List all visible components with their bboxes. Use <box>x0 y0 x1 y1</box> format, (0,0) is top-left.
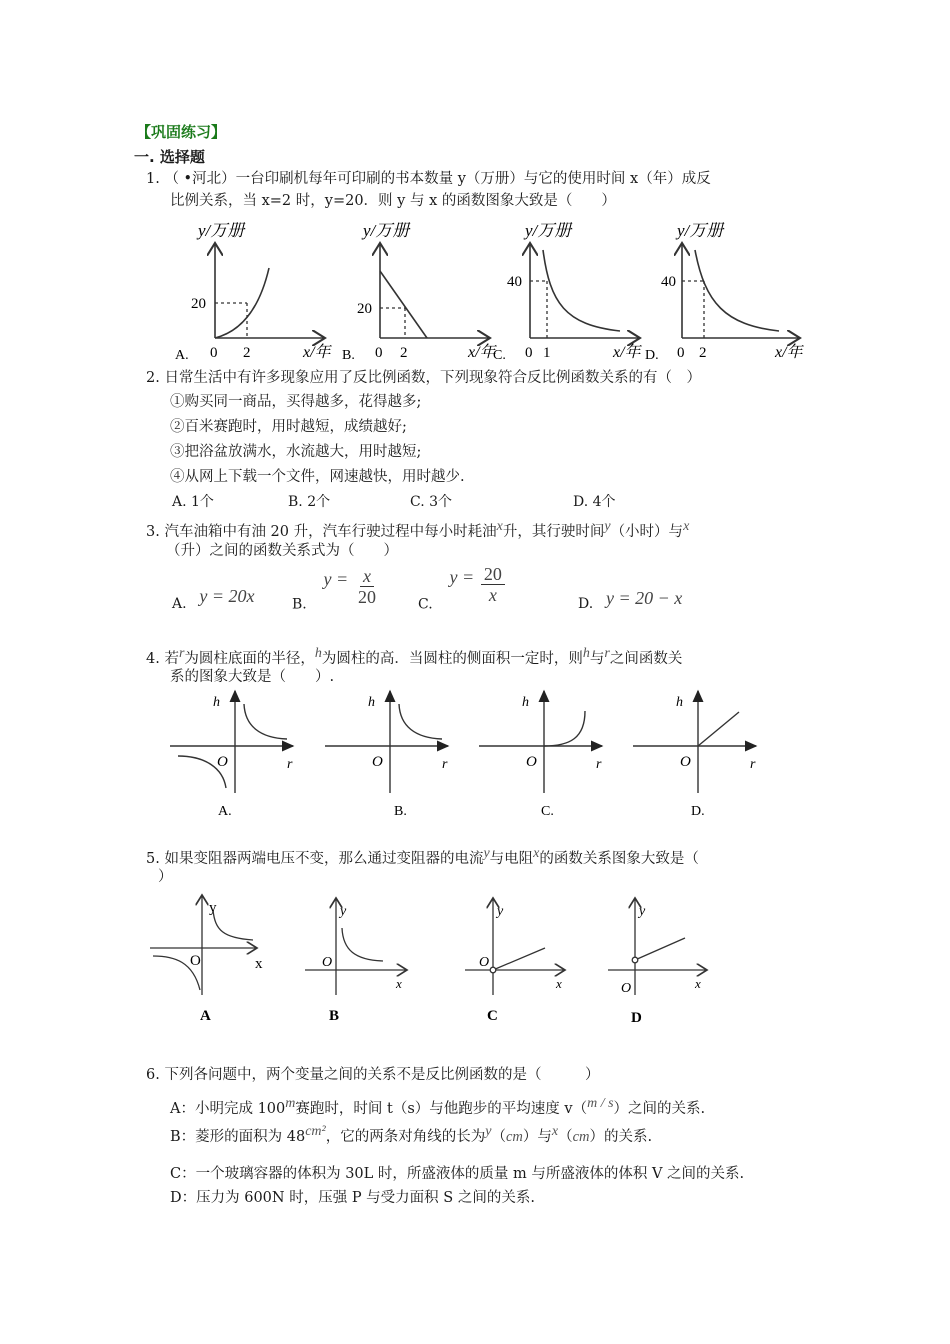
q1-c-origin: 0 <box>525 345 533 361</box>
q5-b-axis-x: x <box>396 976 402 991</box>
q6-b-unit-area: cm² <box>305 1124 326 1139</box>
q1-d-xtick: 2 <box>699 345 707 361</box>
q3-option-a[interactable] <box>172 586 254 612</box>
q3-text-b: 升，其行驶时间 <box>502 524 605 540</box>
q3-var-x2: x <box>683 519 690 534</box>
q1-d-ytick: 40 <box>661 274 676 290</box>
q4-text-c: 为圆柱的高．当圆柱的侧面积一定时，则 <box>321 651 583 667</box>
q5-text-b: 与电阻 <box>489 851 534 867</box>
q4-option-a[interactable]: A. <box>218 804 232 819</box>
q3-option-c-fraction: $\frac{20}{x}$ <box>481 564 505 605</box>
q1-a-origin: 0 <box>210 345 218 361</box>
q1-graph-a <box>215 243 325 338</box>
q4-d-axis-r: r <box>750 757 756 772</box>
q3-option-b[interactable] <box>292 566 381 613</box>
q4-text-line2: 系的图象大致是（ ）. <box>170 669 335 685</box>
q4-text-a: 4. 若 <box>146 651 179 667</box>
q1-d-xlabel: x/年 <box>775 344 803 361</box>
q2-option-c[interactable]: C. 3个 <box>410 494 453 510</box>
q5-a-axis-y: y <box>209 900 217 916</box>
q3-option-b-label: B. <box>292 596 307 613</box>
q4-text-b: 为圆柱底面的半径， <box>184 651 315 667</box>
q2-text: 2. 日常生活中有许多现象应用了反比例函数，下列现象符合反比例函数关系的有（ ） <box>146 370 701 386</box>
q1-b-xlabel: x/年 <box>468 344 496 361</box>
q3-option-c[interactable] <box>418 564 507 613</box>
q4-option-d[interactable]: D. <box>691 804 705 819</box>
q6-b-text-3: （ <box>491 1129 506 1145</box>
q5-a-axis-x: x <box>255 956 263 972</box>
q4-option-b[interactable]: B. <box>394 804 407 819</box>
q5-c-axis-y: y <box>497 904 504 919</box>
q5-graph-a <box>150 895 257 995</box>
q4-graph-d <box>633 691 756 793</box>
q6-b-text-5: （ <box>558 1129 573 1145</box>
q3-option-d-formula: y = 20 − x <box>605 588 683 608</box>
q1-a-xlabel: x/年 <box>303 344 331 361</box>
q3-text-line1 <box>146 516 689 543</box>
q4-graphs <box>165 688 805 823</box>
q5-d-axis-x: x <box>695 976 701 991</box>
q4-a-axis-r: r <box>287 757 293 772</box>
q1-graph-c <box>530 243 640 338</box>
q5-b-origin: O <box>322 955 333 970</box>
q4-d-origin: O <box>680 754 691 770</box>
q1-b-xtick: 2 <box>400 345 408 361</box>
q6-a-text-3: ）之间的关系. <box>613 1101 706 1117</box>
q6-a-unit-speed: m / s <box>587 1096 614 1111</box>
q4-c-axis-r: r <box>596 757 602 772</box>
q4-var-r: r <box>178 646 185 661</box>
q6-b-unit-cm2: cm <box>572 1129 590 1145</box>
q5-text-line1 <box>146 843 699 870</box>
q3-option-c-lhs: y = <box>449 566 475 587</box>
q5-option-d[interactable]: D <box>631 1010 642 1026</box>
q2-item-2: ②百米赛跑时，用时越短，成绩越好; <box>170 419 407 435</box>
q1-c-xtick: 1 <box>543 345 551 361</box>
q6-option-a[interactable] <box>170 1093 705 1120</box>
q1-c-xlabel: x/年 <box>613 344 641 361</box>
q5-text-line2: ） <box>158 869 173 885</box>
q5-d-axis-y: y <box>639 904 646 919</box>
q3-option-d-label: D. <box>578 596 594 612</box>
q4-c-origin: O <box>526 754 537 770</box>
q5-graph-b <box>305 898 407 995</box>
q5-c-axis-x: x <box>556 976 562 991</box>
q5-text-c: 的函数关系图象大致是（ <box>539 851 699 867</box>
q1-text-line2: 比例关系，当 x=2 时，y=20．则 y 与 x 的函数图象大致是（ ） <box>170 193 616 209</box>
q4-b-axis-r: r <box>442 757 448 772</box>
q2-item-3: ③把浴盆放满水，水流越大，用时越短; <box>170 444 422 460</box>
q4-c-axis-h: h <box>522 695 529 710</box>
q3-text-a: 3. 汽车油箱中有油 20 升，汽车行驶过程中每小时耗油 <box>146 524 497 540</box>
q5-var-x: x <box>533 846 540 861</box>
q6-a-text-2: 赛跑时，时间 t（s）与他跑步的平均速度 v（ <box>295 1101 588 1117</box>
q3-var-y: y <box>604 519 611 534</box>
q1-b-ylabel: y/万册 <box>363 221 410 240</box>
q4-graph-c <box>479 691 602 793</box>
q3-option-d[interactable] <box>578 588 682 612</box>
practice-heading: 【巩固练习】 <box>136 123 227 141</box>
q6-text: 6. 下列各问题中，两个变量之间的关系不是反比例函数的是（ ） <box>146 1067 600 1083</box>
q4-b-axis-h: h <box>368 695 375 710</box>
q6-b-text-6: ）的关系. <box>589 1129 653 1145</box>
q1-graph-b <box>380 243 490 338</box>
q4-var-h: h <box>314 646 322 661</box>
q5-option-c[interactable]: C <box>487 1008 498 1024</box>
q3-option-b-lhs: y = <box>323 568 349 589</box>
q2-option-a[interactable]: A. 1个 <box>172 494 214 510</box>
q6-a-unit-m: m <box>285 1096 296 1111</box>
q4-text-d: 与 <box>589 651 605 667</box>
q3-option-c-label: C. <box>418 596 433 613</box>
q1-c-ytick: 40 <box>507 274 522 290</box>
q2-option-d[interactable]: D. 4个 <box>573 494 616 510</box>
q4-d-axis-h: h <box>676 695 683 710</box>
q6-option-b[interactable] <box>170 1121 652 1148</box>
q1-option-d[interactable]: D. <box>645 348 659 363</box>
q6-b-var-x: x <box>551 1124 559 1139</box>
q1-a-ylabel: y/万册 <box>198 221 245 240</box>
q1-b-ytick: 20 <box>357 301 372 317</box>
q3-option-a-label: A. <box>172 596 187 612</box>
q2-item-1: ①购买同一商品，买得越多，花得越多; <box>170 394 422 410</box>
q5-d-origin: O <box>621 981 632 996</box>
q1-c-ylabel: y/万册 <box>525 221 572 240</box>
q6-b-text-2: ，它的两条对角线的长为 <box>325 1129 486 1145</box>
q1-option-b[interactable]: B. <box>342 348 355 363</box>
section-title: 一. 选择题 <box>134 148 205 166</box>
q6-a-text-1: A：小明完成 100 <box>170 1101 286 1117</box>
q5-text-a: 5. 如果变阻器两端电压不变，那么通过变阻器的电流 <box>146 851 484 867</box>
q5-var-y: y <box>483 846 490 861</box>
q1-graph-d <box>682 243 800 338</box>
q1-option-c[interactable]: C. <box>493 348 506 363</box>
q4-var-r2: r <box>604 646 610 661</box>
q1-option-a[interactable]: A. <box>175 348 189 363</box>
q4-text-e: 之间函数关 <box>609 651 683 667</box>
q1-d-ylabel: y/万册 <box>677 221 724 240</box>
q5-graph-c <box>465 898 565 995</box>
q5-a-origin: O <box>190 953 201 969</box>
q4-graph-b <box>325 691 448 793</box>
q4-var-h2: h <box>582 646 590 661</box>
q3-option-b-fraction: $\frac{x}{20}$ <box>357 566 376 607</box>
q3-var-x: x <box>496 519 503 534</box>
q6-option-c[interactable]: C：一个玻璃容器的体积为 30L 时，所盛液体的质量 m 与所盛液体的体积 V 之间的关系. <box>170 1166 745 1182</box>
q4-a-axis-h: h <box>213 695 220 710</box>
q1-d-origin: 0 <box>677 345 685 361</box>
q5-option-b[interactable]: B <box>329 1008 340 1024</box>
q4-option-c[interactable]: C. <box>541 804 554 819</box>
q3-option-a-formula: y = 20x <box>199 586 255 606</box>
q4-graph-a <box>170 691 293 793</box>
q2-option-b[interactable]: B. 2个 <box>288 494 331 510</box>
q3-text-c: （小时）与 <box>610 524 684 540</box>
q2-item-4: ④从网上下载一个文件，网速越快，用时越少. <box>170 469 465 485</box>
q6-b-var-y: y <box>485 1124 492 1139</box>
q1-graphs <box>165 213 845 365</box>
q5-c-origin: O <box>479 955 490 970</box>
q1-a-ytick: 20 <box>191 296 206 312</box>
q1-b-origin: 0 <box>375 345 383 361</box>
q6-b-text-1: B：菱形的面积为 48 <box>170 1129 306 1145</box>
q6-b-text-4: ）与 <box>522 1129 552 1145</box>
q1-a-xtick: 2 <box>243 345 251 361</box>
q5-b-axis-y: y <box>340 904 347 919</box>
q6-b-unit-cm: cm <box>505 1129 523 1145</box>
q4-b-origin: O <box>372 754 383 770</box>
q6-option-d[interactable]: D：压力为 600N 时，压强 P 与受力面积 S 之间的关系. <box>170 1190 535 1206</box>
q5-option-a[interactable]: A <box>200 1008 211 1024</box>
q1-text-line1: 1. （ •河北）一台印刷机每年可印刷的书本数量 y（万册）与它的使用时间 x（年）成反 <box>146 171 711 187</box>
q4-a-origin: O <box>217 754 228 770</box>
q5-graphs <box>145 890 725 1030</box>
q3-text-line2: （升）之间的函数关系式为（ ） <box>166 543 398 559</box>
